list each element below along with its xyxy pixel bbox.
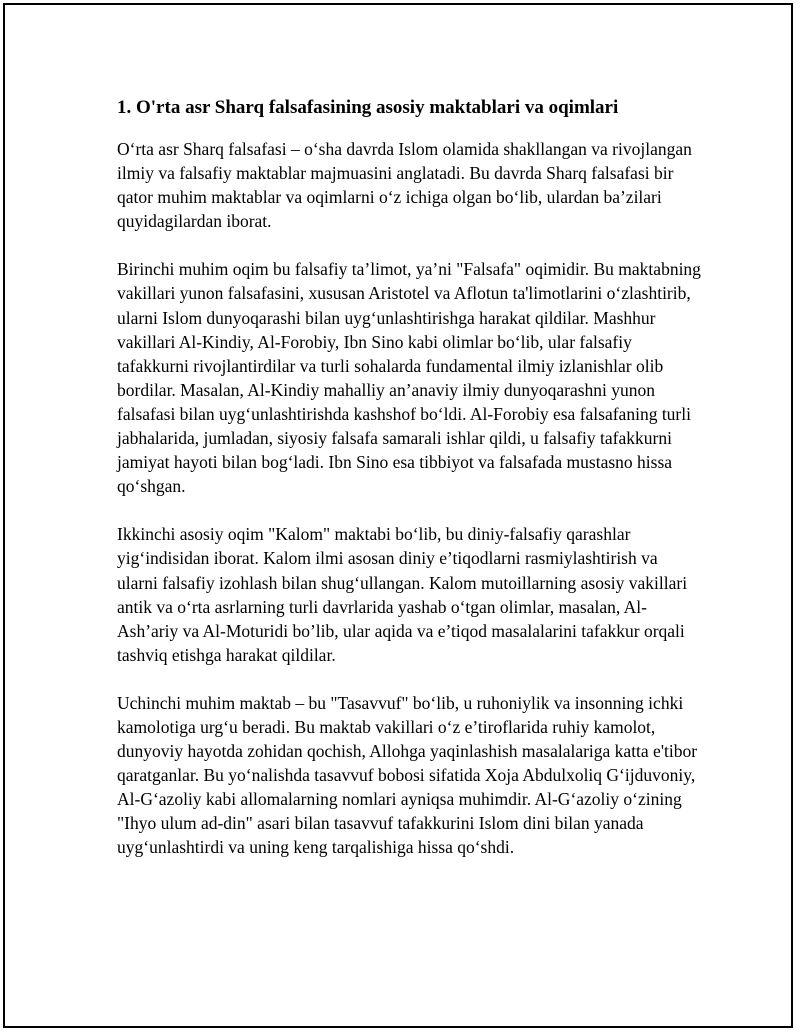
paragraph-kalom: Ikkinchi asosiy oqim "Kalom" maktabi bo‘lib, bu diniy-falsafiy qarashlar yig‘indisidan iborat. Kalom ilmi asosan diniy e’tiqodlarni rasmiylashtirish va ularni falsafiy izohlash bilan shug‘ullangan. Kalom mutoillarning asosiy vakillari antik va o‘rta asrlarning turli davrlarida yashab o‘tgan olimlar, masalan, Al-Ash’ariy va Al-Moturidi bo’lib, ular aqida va e’tiqod masalalarini tafakkur orqali tashviq etishga harakat qildilar.	[117, 524, 688, 665]
paragraph-tasavvuf: Uchinchi muhim maktab – bu "Tasavvuf" bo‘lib, u ruhoniylik va insonning ichki kamolotiga urg‘u beradi. Bu maktab vakillari o‘z e’tiroflarida ruhiy kamolot, dunyoviy hayotda zohidan qochish, Allohga yaqinlashish masalalariga katta e'tibor qaratganlar. Bu yo‘nalishda tasavvuf bobosi sifatida Xoja Abdulxoliq G‘ijduvoniy, Al-G‘azoliy kabi allomalarning nomlari ayniqsa muhimdir. Al-G‘azoliy o‘zining "Ihyo ulum ad-din" asari bilan tasavvuf tafakkurini Islom dini bilan yanada uyg‘unlashtirdi va uning keng tarqalishiga hissa qo‘shdi.	[117, 692, 698, 858]
section-title: 1. O'rta asr Sharq falsafasining asosiy maktablari va oqimlari	[117, 97, 619, 118]
paragraph-intro: O‘rta asr Sharq falsafasi – o‘sha davrda Islom olamida shakllangan va rivojlangan ilmiy va falsafiy maktablar majmuasini anglatadi. Bu davrda Sharq falsafasi bir qator muhim maktablar va oqimlarni o‘z ichiga olgan bo‘lib, ulardan ba’zilari quyidagilardan iborat.	[117, 139, 692, 232]
document-body	[117, 95, 702, 884]
paragraph-falsafa: Birinchi muhim oqim bu falsafiy ta’limot, ya’ni "Falsafa" oqimidir. Bu maktabning vakillari yunon falsafasini, xususan Aristotel va Aflotun ta'limotlarini o‘zlashtirib, ularni Islom dunyoqarashi bilan uyg‘unlashtirishga harakat qildilar. Mashhur vakillari Al-Kindiy, Al-Forobiy, Ibn Sino kabi olimlar bo‘lib, ular falsafiy tafakkurni rivojlantirdilar va turli sohalarda fundamental ilmiy izlanishlar olib bordilar. Masalan, Al-Kindiy mahalliy an’anaviy ilmiy dunyoqarashni yunon falsafasi bilan uyg‘unlashtirishda kashshof bo‘ldi. Al-Forobiy esa falsafaning turli jabhalarida, jumladan, siyosiy falsafa samarali ishlar qildi, u falsafiy tafakkurni jamiyat hayoti bilan bog‘ladi. Ibn Sino esa tibbiyot va falsafada mustasno hissa qo‘shgan.	[117, 259, 701, 497]
